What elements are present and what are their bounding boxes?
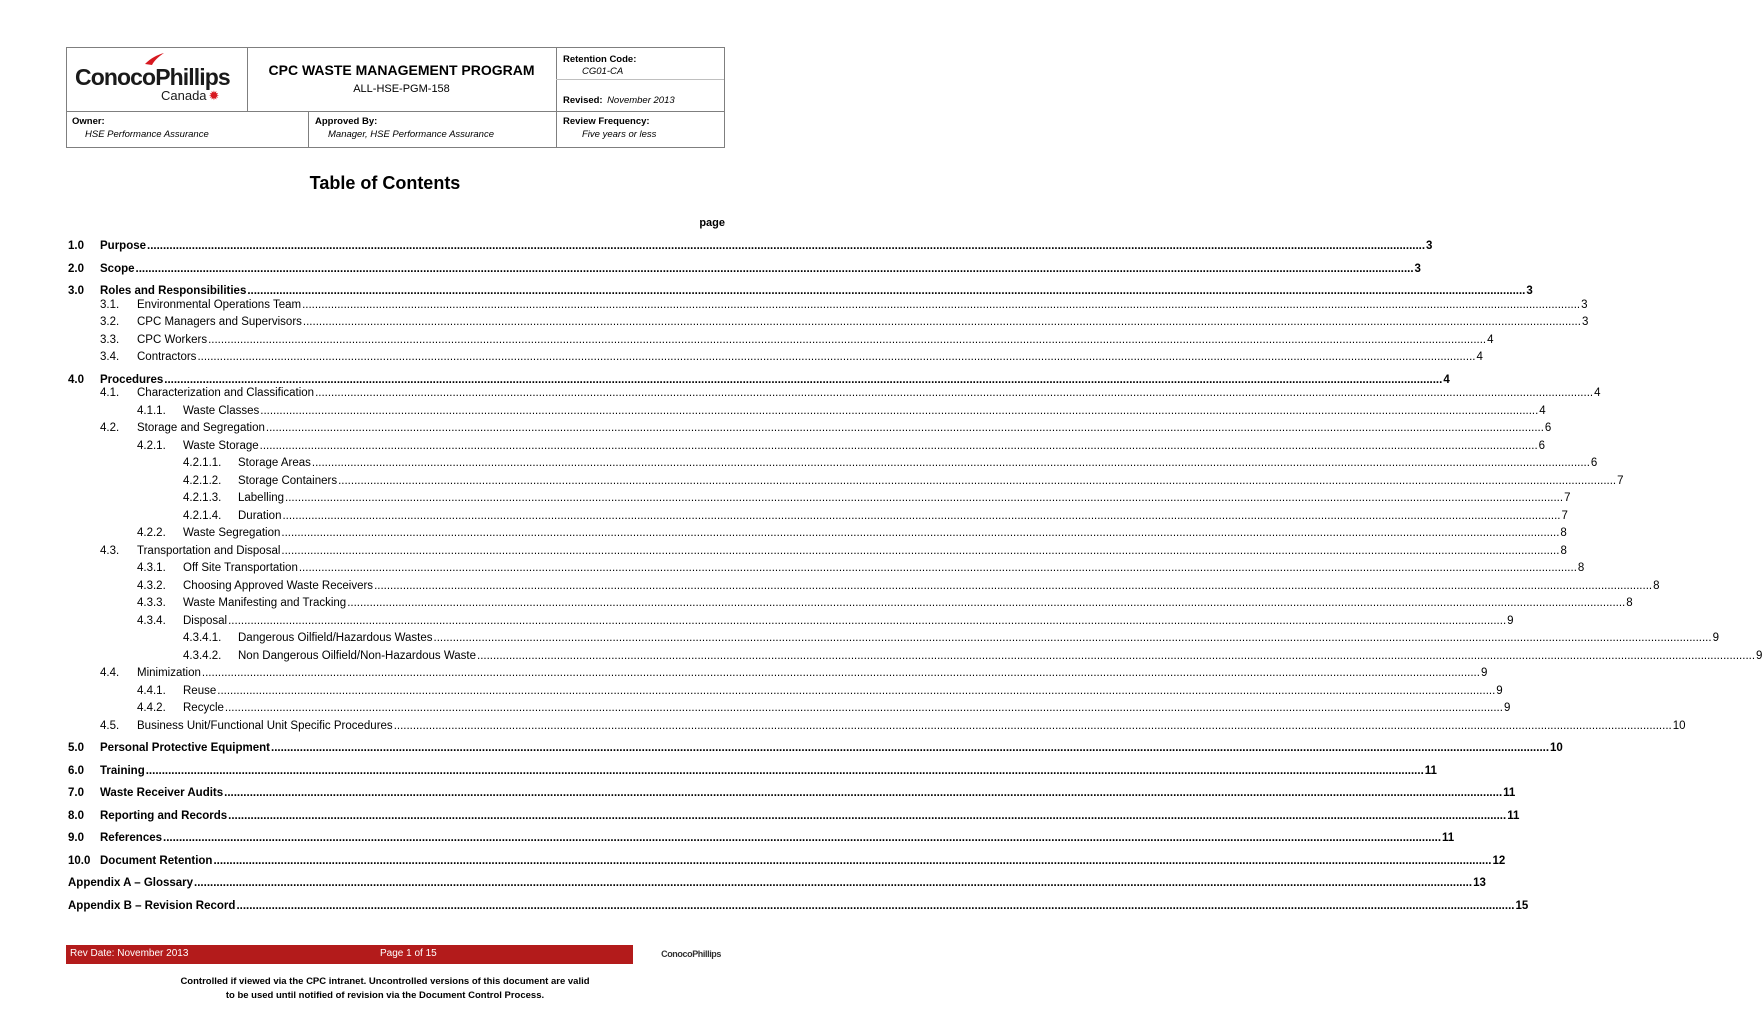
toc-entry-title: Procedures <box>100 373 164 386</box>
toc-dot-leader: ................................................................................................................................................................................................................................................................................................................................................................................................................ <box>208 333 1487 346</box>
toc-entry-number: 3.0 <box>68 285 84 297</box>
toc-entry-title: Waste Receiver Audits <box>100 787 224 799</box>
toc-entry[interactable] <box>68 809 1520 826</box>
toc-entry-page: 9 <box>1507 614 1514 627</box>
toc-entry-title: Purpose <box>100 240 147 252</box>
toc-entry-title: Reuse <box>183 684 217 697</box>
toc-entry[interactable] <box>68 240 1433 256</box>
footer-logo <box>633 945 725 964</box>
toc-entry-page: 7 <box>1564 492 1571 504</box>
toc-entry-page: 4 <box>1487 333 1494 346</box>
toc-entry-page: 11 <box>1442 832 1455 844</box>
toc-entry[interactable] <box>68 632 1719 648</box>
toc-entry-title: Reporting and Records <box>100 809 228 822</box>
toc-entry-page: 3 <box>1426 240 1433 252</box>
toc-entry-page: 15 <box>1515 899 1529 912</box>
toc-entry[interactable] <box>68 387 1601 403</box>
toc-entry[interactable] <box>68 509 1568 526</box>
logo-text: ConocoPhillips <box>75 64 230 90</box>
document-title: CPC WASTE MANAGEMENT PROGRAM <box>268 62 535 78</box>
toc-entry-title: CPC Workers <box>137 333 208 346</box>
toc-dot-leader: ................................................................................................................................................................................................................................................................................................................................................................................................................ <box>374 579 1653 592</box>
toc-entry-page: 7 <box>1617 474 1624 487</box>
toc-entry-title: Choosing Approved Waste Receivers <box>183 579 374 592</box>
toc-dot-leader: ................................................................................................................................................................................................................................................................................................................................................................................................................ <box>311 457 1590 469</box>
toc-entry[interactable] <box>68 316 1589 332</box>
toc-entry-title: Characterization and Classification <box>137 387 315 399</box>
toc-entry-title: Duration <box>238 509 282 522</box>
toc-entry[interactable] <box>68 579 1660 596</box>
toc-entry-number: 1.0 <box>68 240 84 252</box>
toc-entry-number: 4.0 <box>68 373 84 386</box>
review-label: Review Frequency: <box>563 116 650 127</box>
toc-entry-title: Recycle <box>183 702 224 714</box>
toc-entry-page: 10 <box>1672 719 1686 732</box>
toc-entry-title: Non Dangerous Oilfield/Non-Hazardous Waste <box>238 649 476 662</box>
toc-entry-page: 6 <box>1590 457 1598 469</box>
toc-entry[interactable] <box>68 492 1571 508</box>
footer-rev-date: Rev Date: November 2013 <box>70 948 189 959</box>
toc-entry-page: 8 <box>1560 544 1567 557</box>
toc-entry-number: 4.2.1.2. <box>183 474 222 487</box>
toc-dot-leader: ................................................................................................................................................................................................................................................................................................................................................................................................................ <box>298 562 1577 574</box>
toc-entry-number: 4.1. <box>100 387 120 399</box>
toc-dot-leader: ................................................................................................................................................................................................................................................................................................................................................................................................................ <box>145 764 1424 777</box>
toc-entry-page: 13 <box>1473 877 1486 889</box>
toc-entry[interactable] <box>68 667 1488 683</box>
toc-entry-number: 8.0 <box>68 809 84 822</box>
document-code: ALL-HSE-PGM-158 <box>353 83 450 95</box>
toc-dot-leader: ................................................................................................................................................................................................................................................................................................................................................................................................................ <box>285 492 1564 504</box>
toc-entry-page: 4 <box>1443 373 1450 386</box>
toc-dot-leader: ................................................................................................................................................................................................................................................................................................................................................................................................................ <box>281 544 1560 557</box>
toc-title: Table of Contents <box>309 173 461 193</box>
toc-entry-title: Appendix B – Revision Record <box>68 899 236 912</box>
retention-value: CG01-CA <box>582 66 624 77</box>
retention-cell <box>556 48 724 111</box>
toc-entry-number: 4.4.2. <box>137 702 166 714</box>
toc-entry-page: 6 <box>1538 439 1546 452</box>
owner-value: HSE Performance Assurance <box>85 129 209 140</box>
revised-field <box>563 90 675 108</box>
toc-dot-leader: ................................................................................................................................................................................................................................................................................................................................................................................................................ <box>147 240 1426 252</box>
toc-entry-title: Waste Manifesting and Tracking <box>183 597 347 609</box>
toc-entry-title: Disposal <box>183 614 228 627</box>
toc-entry-title: Waste Segregation <box>183 527 281 539</box>
toc-entry-page: 9 <box>1503 702 1511 714</box>
toc-entry[interactable] <box>68 764 1437 781</box>
toc-entry-number: 3.4. <box>100 351 120 363</box>
toc-entry-page: 3 <box>1414 262 1421 275</box>
toc-entry[interactable] <box>68 298 1588 315</box>
toc-entry[interactable] <box>68 351 1483 367</box>
toc-entry[interactable] <box>68 832 1455 848</box>
toc-entry-title: Document Retention <box>100 854 213 867</box>
revised-label: Revised: <box>563 95 603 106</box>
toc-dot-leader: ................................................................................................................................................................................................................................................................................................................................................................................................................ <box>163 832 1442 844</box>
toc-entry-title: Scope <box>100 262 135 275</box>
toc-dot-leader: ................................................................................................................................................................................................................................................................................................................................................................................................................ <box>135 262 1414 275</box>
toc-entry-page: 6 <box>1544 422 1552 434</box>
toc-dot-leader: ................................................................................................................................................................................................................................................................................................................................................................................................................ <box>228 809 1507 822</box>
toc-page-label: page <box>699 217 725 229</box>
toc-entry[interactable] <box>68 474 1624 491</box>
toc-entry-number: 7.0 <box>68 787 84 799</box>
toc-entry-number: 4.3.2. <box>137 579 166 592</box>
owner-cell <box>67 111 308 147</box>
toc-entry-number: 4.1.1. <box>137 404 166 417</box>
toc-dot-leader: ................................................................................................................................................................................................................................................................................................................................................................................................................ <box>228 614 1507 627</box>
retention-label: Retention Code: <box>563 54 637 65</box>
toc-entry-title: Labelling <box>238 492 285 504</box>
revised-value: November 2013 <box>607 95 675 106</box>
toc-dot-leader: ................................................................................................................................................................................................................................................................................................................................................................................................................ <box>247 285 1526 297</box>
toc-dot-leader: ................................................................................................................................................................................................................................................................................................................................................................................................................ <box>433 632 1712 644</box>
maple-leaf-icon: ✹ <box>208 88 220 103</box>
footer-page-number: Page 1 of 15 <box>380 948 437 959</box>
toc-dot-leader: ................................................................................................................................................................................................................................................................................................................................................................................................................ <box>194 877 1473 889</box>
toc-dot-leader: ................................................................................................................................................................................................................................................................................................................................................................................................................ <box>217 684 1496 697</box>
toc-entry-page: 4 <box>1539 404 1546 417</box>
toc-entry-title: Storage Containers <box>238 474 338 487</box>
toc-entry-page: 3 <box>1581 316 1589 328</box>
toc-entry-page: 3 <box>1526 285 1533 297</box>
toc-entry[interactable] <box>68 877 1486 893</box>
toc-entry[interactable] <box>68 719 1686 736</box>
toc-dot-leader: ................................................................................................................................................................................................................................................................................................................................................................................................................ <box>302 298 1581 311</box>
document-title-cell <box>247 48 556 111</box>
toc-dot-leader: ................................................................................................................................................................................................................................................................................................................................................................................................................ <box>236 899 1515 912</box>
toc-entry[interactable] <box>68 562 1585 578</box>
toc-entry[interactable] <box>68 684 1503 701</box>
toc-entry[interactable] <box>68 787 1516 803</box>
toc-entry-number: 6.0 <box>68 764 84 777</box>
toc-dot-leader: ................................................................................................................................................................................................................................................................................................................................................................................................................ <box>282 509 1561 522</box>
toc-entry[interactable] <box>68 899 1529 916</box>
toc-entry-title: CPC Managers and Supervisors <box>137 316 302 328</box>
toc-entry-number: 3.1. <box>100 298 120 311</box>
toc-entry-page: 4 <box>1476 351 1483 363</box>
toc-dot-leader: ................................................................................................................................................................................................................................................................................................................................................................................................................ <box>281 527 1560 539</box>
document-header-table <box>66 47 725 148</box>
toc-entry[interactable] <box>68 742 1563 758</box>
toc-entry-number: 4.3.4. <box>137 614 166 627</box>
controlled-notice <box>0 975 770 1003</box>
footer-logo-text: ConocoPhillips <box>661 949 721 959</box>
toc-entry-page: 11 <box>1424 764 1437 777</box>
toc-dot-leader: ................................................................................................................................................................................................................................................................................................................................................................................................................ <box>224 787 1503 799</box>
toc-entry-page: 4 <box>1594 387 1601 399</box>
toc-entry-page: 9 <box>1756 649 1762 662</box>
toc-entry[interactable] <box>68 544 1567 561</box>
toc-entry-number: 4.2. <box>100 422 120 434</box>
toc-entry[interactable] <box>68 262 1421 279</box>
toc-dot-leader: ................................................................................................................................................................................................................................................................................................................................................................................................................ <box>201 667 1480 679</box>
toc-entry-number: 4.2.2. <box>137 527 166 539</box>
toc-entry-number: 4.3.1. <box>137 562 166 574</box>
review-frequency-cell <box>556 111 724 147</box>
toc-entry-page: 8 <box>1626 597 1633 609</box>
company-logo <box>67 48 247 111</box>
toc-entry-number: 4.2.1.1. <box>183 457 222 469</box>
toc-entry-title: Business Unit/Functional Unit Specific Procedures <box>137 719 393 732</box>
toc-entry[interactable] <box>68 457 1598 473</box>
toc-entry-page: 11 <box>1503 787 1516 799</box>
toc-entry-title: Off Site Transportation <box>183 562 298 574</box>
toc-dot-leader: ................................................................................................................................................................................................................................................................................................................................................................................................................ <box>260 404 1539 417</box>
toc-entry[interactable] <box>68 439 1546 456</box>
toc-entry-page: 9 <box>1480 667 1488 679</box>
toc-dot-leader: ................................................................................................................................................................................................................................................................................................................................................................................................................ <box>259 439 1538 452</box>
toc-entry-title: Storage Areas <box>238 457 311 469</box>
controlled-notice-line-1: Controlled if viewed via the CPC intranet. Uncontrolled versions of this document are valid <box>180 976 590 987</box>
toc-dot-leader: ................................................................................................................................................................................................................................................................................................................................................................................................................ <box>271 742 1550 754</box>
toc-entry[interactable] <box>68 702 1511 718</box>
logo-subtitle: Canada ✹ <box>161 88 220 103</box>
toc-entry-title: Appendix A – Glossary <box>68 877 194 889</box>
toc-entry-title: Waste Storage <box>183 439 259 452</box>
approved-value: Manager, HSE Performance Assurance <box>328 129 494 140</box>
approved-by-cell <box>308 111 556 147</box>
toc-entry-number: 4.5. <box>100 719 120 732</box>
toc-entry-number: 4.2.1.3. <box>183 492 222 504</box>
toc-entry-title: Waste Classes <box>183 404 260 417</box>
toc-entry[interactable] <box>68 614 1514 631</box>
toc-entry-number: 4.2.1.4. <box>183 509 222 522</box>
toc-entry-page: 8 <box>1577 562 1585 574</box>
toc-entry[interactable] <box>68 422 1552 438</box>
toc-entry-page: 7 <box>1561 509 1568 522</box>
toc-entry-number: 2.0 <box>68 262 84 275</box>
toc-entry[interactable] <box>68 527 1567 543</box>
toc-entry-number: 4.3.4.1. <box>183 632 222 644</box>
toc-entry-number: 10.0 <box>68 854 91 867</box>
toc-entry-number: 5.0 <box>68 742 84 754</box>
toc-entry-title: Contractors <box>137 351 197 363</box>
toc-entry-title: Personal Protective Equipment <box>100 742 270 754</box>
toc-entry-page: 11 <box>1507 809 1520 822</box>
toc-dot-leader: ................................................................................................................................................................................................................................................................................................................................................................................................................ <box>347 597 1626 609</box>
toc-dot-leader: ................................................................................................................................................................................................................................................................................................................................................................................................................ <box>477 649 1756 662</box>
toc-entry-number: 4.3.3. <box>137 597 166 609</box>
toc-entry-number: 4.3. <box>100 544 120 557</box>
toc-entry-page: 8 <box>1560 527 1567 539</box>
toc-dot-leader: ................................................................................................................................................................................................................................................................................................................................................................................................................ <box>197 351 1476 363</box>
toc-dot-leader: ................................................................................................................................................................................................................................................................................................................................................................................................................ <box>393 719 1672 732</box>
toc-entry-page: 10 <box>1550 742 1563 754</box>
toc-entry-number: 3.2. <box>100 316 120 328</box>
review-value: Five years or less <box>582 129 657 140</box>
owner-label: Owner: <box>72 116 105 127</box>
toc-entry-page: 3 <box>1581 298 1588 311</box>
toc-entry-page: 12 <box>1492 854 1506 867</box>
toc-entry-title: Transportation and Disposal <box>137 544 281 557</box>
toc-entry-title: References <box>100 832 163 844</box>
toc-entry-page: 9 <box>1712 632 1719 644</box>
controlled-notice-line-2: to be used until notified of revision via the Document Control Process. <box>225 990 545 1001</box>
footer-bar <box>66 945 725 964</box>
toc-entry-page: 8 <box>1653 579 1660 592</box>
toc-dot-leader: ................................................................................................................................................................................................................................................................................................................................................................................................................ <box>213 854 1492 867</box>
toc-entry-number: 4.4. <box>100 667 120 679</box>
toc-entry-title: Roles and Responsibilities <box>100 285 247 297</box>
toc-entry-number: 4.2.1. <box>137 439 166 452</box>
toc-dot-leader: ................................................................................................................................................................................................................................................................................................................................................................................................................ <box>224 702 1503 714</box>
approved-label: Approved By: <box>315 116 378 127</box>
toc-entry-number: 3.3. <box>100 333 120 346</box>
toc-entry-title: Environmental Operations Team <box>137 298 302 311</box>
toc-entry[interactable] <box>68 404 1546 421</box>
toc-entry[interactable] <box>68 649 1762 666</box>
toc-entry-number: 4.3.4.2. <box>183 649 222 662</box>
toc-entry-number: 4.4.1. <box>137 684 166 697</box>
toc-entry-title: Dangerous Oilfield/Hazardous Wastes <box>238 632 433 644</box>
toc-entry[interactable] <box>68 854 1506 871</box>
toc-entry-title: Storage and Segregation <box>137 422 265 434</box>
toc-entry-page: 9 <box>1496 684 1503 697</box>
toc-dot-leader: ................................................................................................................................................................................................................................................................................................................................................................................................................ <box>302 316 1581 328</box>
toc-entry[interactable] <box>68 597 1633 613</box>
toc-dot-leader: ................................................................................................................................................................................................................................................................................................................................................................................................................ <box>265 422 1544 434</box>
toc-dot-leader: ................................................................................................................................................................................................................................................................................................................................................................................................................ <box>315 387 1594 399</box>
toc-entry-number: 9.0 <box>68 832 84 844</box>
toc-dot-leader: ................................................................................................................................................................................................................................................................................................................................................................................................................ <box>164 373 1443 386</box>
toc-dot-leader: ................................................................................................................................................................................................................................................................................................................................................................................................................ <box>338 474 1617 487</box>
toc-entry-title: Minimization <box>137 667 201 679</box>
toc-entry[interactable] <box>68 333 1494 350</box>
toc-entry-title: Training <box>100 764 145 777</box>
